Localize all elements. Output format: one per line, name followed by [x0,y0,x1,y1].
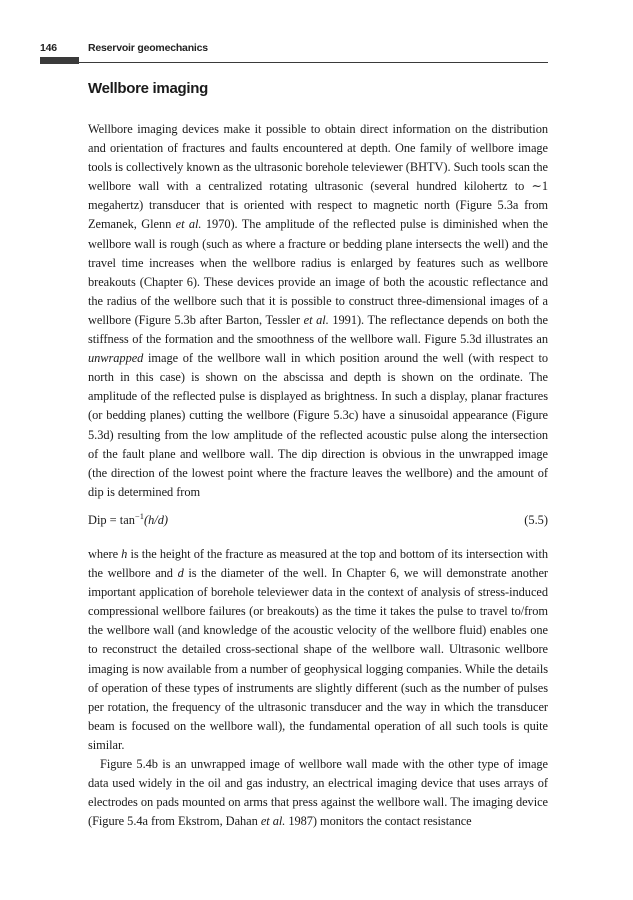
header-thin-rule [79,62,548,63]
running-title: Reservoir geomechanics [88,42,208,54]
running-head [40,42,548,62]
paragraph-2: where h is the height of the fracture as measured at the top and bottom of its intersection with the wellbore and d is the diameter of the well. In Chapter 6, we will demonstrate another important application of borehole televiewer data in the context of analysis of stress-induced compressional wellbore failures (or breakouts) as the time it takes the pulse to travel to/from the wellbore wall (and knowledge of the acoustic velocity of the wellbore fluid) enables one to reconstruct the detailed cross-sectional shape of the wellbore wall. Ultrasonic wellbore imaging is now available from a number of geophysical logging companies. While the details of operation of these types of instruments are slightly different (such as the number of pulses per rotation, the frequency of the ultrasonic transducer and the way in which the transducer beam is focused on the wellbore wall), the fundamental operation of all such tools is quite similar. [88,547,549,752]
equation-5-5 [88,513,548,533]
body-text-bottom [88,545,548,831]
body-text-top [88,120,548,502]
header-thick-rule [40,57,79,64]
page-number: 146 [40,42,57,54]
paragraph-1: Wellbore imaging devices make it possible to obtain direct information on the distribution and orientation of fractures and faults encountered at depth. One family of wellbore image tools is collectively known as the ultrasonic borehole televiewer (BHTV). Such tools scan the wellbore wall with a centralized rotating ultrasonic (several hundred kilohertz to ∼1 megahertz) transducer that is oriented with respect to magnetic north (Figure 5.3a from Zemanek, Glenn et al. 1970). The amplitude of the reflected pulse is diminished when the wellbore wall is rough (such as where a fracture or bedding plane intersects the well) and the travel time increases when the wellbore radius is enlarged by features such as wellbore breakouts (Chapter 6). These devices provide an image of both the acoustic reflectance and the radius of the wellbore such that it is possible to construct three-dimensional images of a wellbore (Figure 5.3b after Barton, Tessler et al. 1991). The reflectance depends on both the stiffness of the formation and the smoothness of the wellbore wall. Figure 5.3d illustrates an unwrapped image of the wellbore wall in which position around the well (with respect to north in this case) is shown on the abscissa and depth is shown on the ordinate. The amplitude of the reflected pulse is displayed as brightness. In such a display, planar fractures (or bedding planes) cutting the wellbore (Figure 5.3c) have a sinusoidal appearance (Figure 5.3d) resulting from the low amplitude of the reflected acoustic pulse along the intersection of the fault plane and wellbore wall. The dip direction is obvious in the unwrapped image (the direction of the lowest point where the fracture leaves the wellbore) and the amount of dip is determined from [88,122,548,499]
section-heading: Wellbore imaging [88,80,208,97]
equation-body: Dip = $\tan^{-1}(h/d)$ [88,511,169,527]
paragraph-3: Figure 5.4b is an unwrapped image of wellbore wall made with the other type of image data used widely in the oil and gas industry, an electrical imaging device that uses arrays of electrodes on pads mounted on arms that press against the wellbore wall. The imaging device (Figure 5.4a from Ekstrom, Dahan et al. 1987) monitors the contact resistance [88,757,548,829]
equation-number: (5.5) [524,513,548,527]
